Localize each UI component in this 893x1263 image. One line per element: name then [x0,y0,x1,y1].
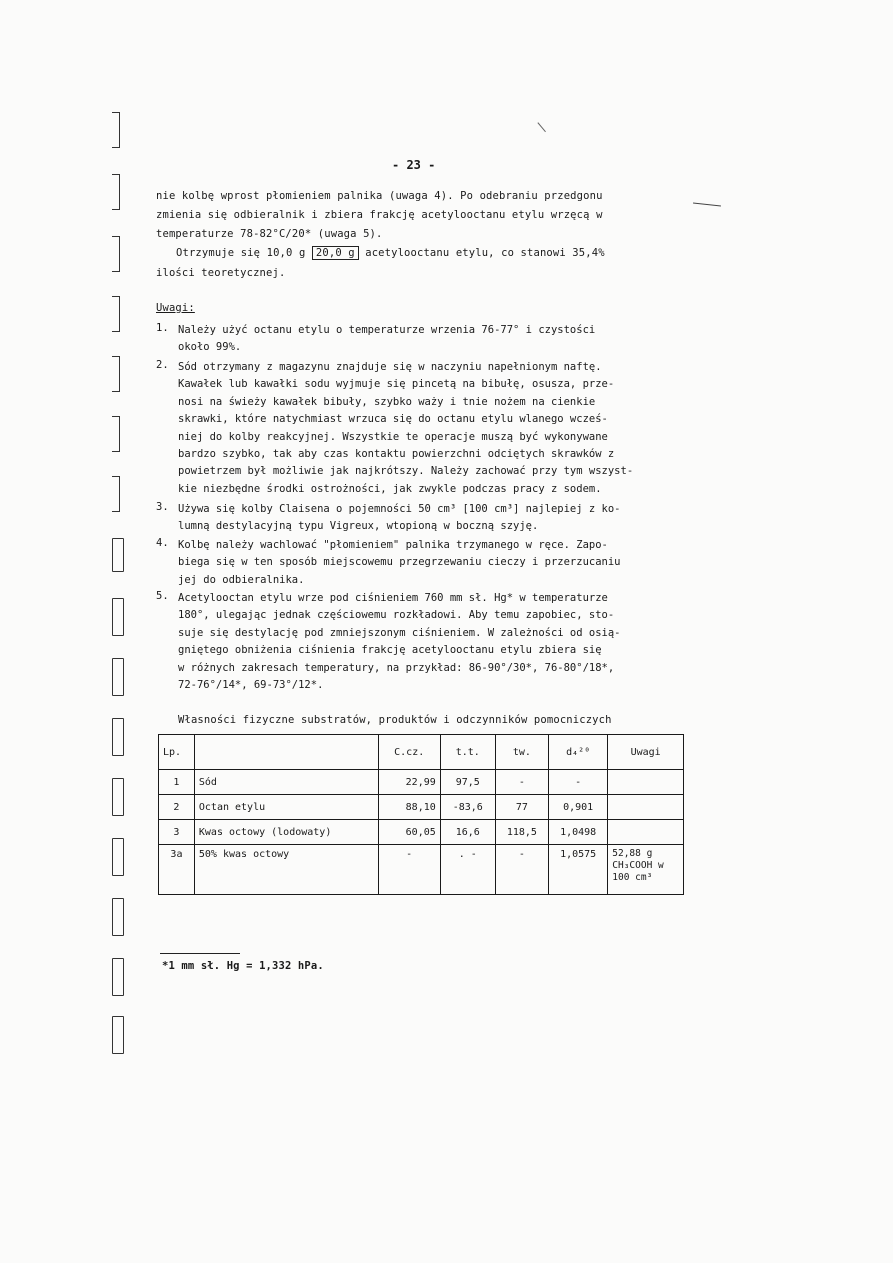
header-cell: C.cz. [378,735,440,770]
table-cell: -83,6 [440,795,495,820]
note-line: Kolbę należy wachlować "płomieniem" palnika trzymanego w ręce. Zapo- [178,539,608,551]
note-number: 1. [156,322,169,334]
margin-bracket [112,236,120,272]
table-cell: 1,0575 [549,845,608,895]
table-row [159,820,684,845]
margin-bracket [112,898,124,936]
table-cell: 97,5 [440,770,495,795]
paragraph-line: temperaturze 78-82°C/20* (uwaga 5). [156,228,383,240]
yield-text: Otrzymuje się 10,0 g [176,247,312,259]
notes-heading: Uwagi: [156,302,195,314]
paragraph-line: ilości teoretycznej. [156,267,286,279]
table-cell: 2 [159,795,195,820]
note-line: Używa się kolby Claisena o pojemności 50 cm³ [100 cm³] najlepiej z ko- [178,503,621,515]
table-cell: 118,5 [495,820,548,845]
margin-bracket [112,718,124,756]
yield-text: acetylooctanu etylu, co stanowi 35,4% [358,247,605,259]
note-line: Sód otrzymany z magazynu znajduje się w naczyniu napełnionym naftę. [178,361,602,373]
table-cell [608,795,684,820]
properties-table [158,734,684,895]
table-cell: . - [440,845,495,895]
footnote-rule [160,953,240,954]
note-line: Należy użyć octanu etylu o temperaturze wrzenia 76-77° i czystości [178,324,596,336]
table-cell: - [549,770,608,795]
table-caption: Własności fizyczne substratów, produktów i odczynników pomocniczych [178,714,612,726]
footnote: *1 mm sł. Hg = 1,332 hPa. [162,960,324,972]
header-cell: Lp. [159,735,195,770]
note-line: 72-76°/14*, 69-73°/12*. [178,678,324,691]
margin-bracket [112,598,124,636]
note-line: około 99%. [178,341,242,354]
paragraph-line: nie kolbę wprost płomieniem palnika (uwaga 4). Po odebraniu przedgonu [156,190,603,202]
margin-bracket [112,174,120,210]
yield-boxed-value: 20,0 g [312,246,359,260]
note-number: 3. [156,501,169,513]
table-row [159,795,684,820]
table-cell: 1,0498 [549,820,608,845]
table-cell: 52,88 g CH₃COOH w 100 cm³ [608,845,684,895]
table-cell: 22,99 [378,770,440,795]
margin-bracket [112,296,120,332]
note-line: suje się destylację pod zmniejszonym ciśnieniem. W zależności od osią- [178,626,621,639]
scan-speck [537,116,553,132]
table-cell: 0,901 [549,795,608,820]
note-line: powietrzem był możliwie jak najkrótszy. Należy zachować przy tym wszyst- [178,465,634,478]
page-number: - 23 - [392,158,436,172]
table-cell [608,820,684,845]
note-number: 4. [156,537,169,549]
margin-bracket [112,778,124,816]
header-cell: d₄²⁰ [549,735,608,770]
margin-bracket [112,838,124,876]
margin-bracket [112,476,120,512]
note-line: Kawałek lub kawałki sodu wyjmuje się pincetą na bibułę, osusza, prze- [178,378,615,391]
header-cell: t.t. [440,735,495,770]
header-cell: tw. [495,735,548,770]
note-line: gniętego obniżenia ciśnienia frakcję acetylooctanu etylu zbiera się [178,644,602,657]
table-header-row [159,735,684,770]
margin-bracket [112,958,124,996]
margin-bracket [112,416,120,452]
table-cell: - [495,770,548,795]
table-cell: Kwas octowy (lodowaty) [194,820,378,845]
scan-speck [693,203,721,207]
margin-bracket [112,356,120,392]
margin-bracket [112,538,124,572]
table-cell: 3 [159,820,195,845]
margin-bracket [112,1016,124,1054]
margin-bracket [112,658,124,696]
note-number: 2. [156,359,169,371]
note-line: Acetylooctan etylu wrze pod ciśnieniem 760 mm sł. Hg* w temperaturze [178,592,608,604]
note-line: nosi na świeży kawałek bibuły, szybko waży i tnie nożem na cienkie [178,395,596,408]
note-line: jej do odbieralnika. [178,573,305,586]
header-cell [194,735,378,770]
table-row [159,770,684,795]
table-cell: - [378,845,440,895]
note-line: lumną destylacyjną typu Vigreux, wtopioną w boczną szyję. [178,520,539,533]
table-cell [608,770,684,795]
table-cell: 16,6 [440,820,495,845]
note-line: bardzo szybko, tak aby czas kontaktu powierzchni odciętych skrawków z [178,447,615,460]
table-cell: - [495,845,548,895]
note-line: biega się w ten sposób miejscowemu przegrzewaniu cieczy i przerzucaniu [178,556,621,569]
table-cell: 50% kwas octowy [194,845,378,895]
note-line: niej do kolby reakcyjnej. Wszystkie te operacje muszą być wykonywane [178,430,608,443]
margin-bracket [112,112,120,148]
table-cell: Octan etylu [194,795,378,820]
note-line: w różnych zakresach temperatury, na przykład: 86-90°/30*, 76-80°/18*, [178,661,615,674]
note-number: 5. [156,590,169,602]
note-line: kie niezbędne środki ostrożności, jak zwykle podczas pracy z sodem. [178,482,602,495]
note-line: skrawki, które natychmiast wrzuca się do octanu etylu wlanego wcześ- [178,413,608,426]
table-row [159,845,684,895]
table-cell: 1 [159,770,195,795]
table-cell: 88,10 [378,795,440,820]
table-cell: 77 [495,795,548,820]
note-line: 180°, ulegając jednak częściowemu rozkładowi. Aby temu zapobiec, sto- [178,609,615,622]
table-cell: 60,05 [378,820,440,845]
yield-line [176,247,605,259]
table-cell: Sód [194,770,378,795]
paragraph-line: zmienia się odbieralnik i zbiera frakcję acetylooctanu etylu wrzęcą w [156,209,603,221]
header-cell: Uwagi [608,735,684,770]
table-cell: 3a [159,845,195,895]
